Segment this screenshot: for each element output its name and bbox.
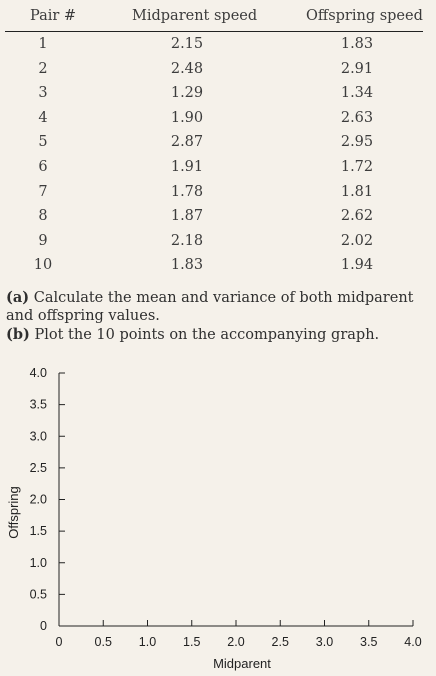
midparent-cell: 2.87 bbox=[170, 134, 204, 151]
offspring-cell: 2.02 bbox=[340, 232, 374, 249]
y-tick-label: 3.0 bbox=[29, 429, 47, 444]
header-pair: Pair # bbox=[30, 8, 77, 24]
question-a-label: (a) bbox=[6, 289, 30, 306]
y-axis-label: Offspring bbox=[6, 486, 21, 539]
offspring-cell: 1.72 bbox=[340, 159, 374, 175]
pair-cell: 2 bbox=[38, 60, 48, 77]
pair-cell: 10 bbox=[33, 257, 53, 274]
y-tick-label: 0 bbox=[40, 619, 47, 633]
pair-cell: 1 bbox=[38, 36, 48, 52]
x-tick-label: 4.0 bbox=[404, 635, 422, 649]
midparent-cell: 2.18 bbox=[170, 232, 204, 249]
x-tick-label: 2.5 bbox=[271, 635, 289, 649]
x-tick-label: 0 bbox=[55, 635, 63, 649]
offspring-cell: 2.62 bbox=[340, 208, 374, 225]
offspring-cell: 2.63 bbox=[340, 109, 374, 126]
y-tick-label: 0.5 bbox=[29, 587, 47, 602]
x-tick-label: 2.0 bbox=[227, 635, 245, 649]
midparent-cell: 1.29 bbox=[170, 85, 204, 102]
x-tick-label: 3.5 bbox=[360, 635, 378, 649]
pair-cell: 8 bbox=[38, 208, 48, 225]
header-offspring: Offspring speed bbox=[306, 8, 423, 24]
pair-cell: 7 bbox=[38, 183, 48, 200]
midparent-cell: 1.90 bbox=[170, 109, 204, 126]
x-tick-label: 0.5 bbox=[94, 635, 112, 649]
midparent-cell: 2.48 bbox=[170, 60, 204, 77]
midparent-cell: 2.15 bbox=[170, 36, 204, 52]
y-tick-label: 2.0 bbox=[29, 492, 47, 507]
pair-cell: 6 bbox=[38, 159, 48, 175]
pair-cell: 9 bbox=[38, 232, 48, 249]
y-tick-label: 4.0 bbox=[29, 366, 47, 380]
offspring-cell: 1.81 bbox=[340, 183, 374, 200]
pair-cell: 4 bbox=[38, 109, 48, 126]
x-tick-label: 1.0 bbox=[138, 635, 157, 649]
y-tick-label: 3.5 bbox=[29, 397, 47, 412]
x-tick-label: 1.5 bbox=[183, 635, 201, 649]
offspring-cell: 1.34 bbox=[340, 85, 374, 102]
pair-cell: 3 bbox=[38, 85, 48, 102]
offspring-cell: 2.91 bbox=[340, 60, 374, 77]
question-a-text: Calculate the mean and variance of both midparent and offspring values. bbox=[6, 290, 414, 324]
question-b-text: Plot the 10 points on the accompanying graph. bbox=[29, 327, 380, 343]
offspring-cell: 2.95 bbox=[340, 134, 374, 151]
question-b-label: (b) bbox=[6, 326, 30, 343]
x-axis-label: Midparent bbox=[213, 656, 271, 671]
x-tick-label: 3.0 bbox=[315, 635, 334, 649]
midparent-cell: 1.83 bbox=[170, 257, 204, 274]
y-tick-label: 1.5 bbox=[29, 524, 47, 539]
midparent-cell: 1.78 bbox=[170, 183, 204, 200]
pair-cell: 5 bbox=[38, 134, 48, 151]
midparent-cell: 1.91 bbox=[170, 159, 204, 175]
offspring-cell: 1.83 bbox=[340, 36, 374, 52]
y-tick-label: 2.5 bbox=[29, 460, 47, 475]
header-midparent: Midparent speed bbox=[132, 8, 258, 24]
y-tick-label: 1.0 bbox=[29, 555, 47, 570]
midparent-cell: 1.87 bbox=[170, 208, 204, 225]
offspring-cell: 1.94 bbox=[340, 257, 374, 274]
